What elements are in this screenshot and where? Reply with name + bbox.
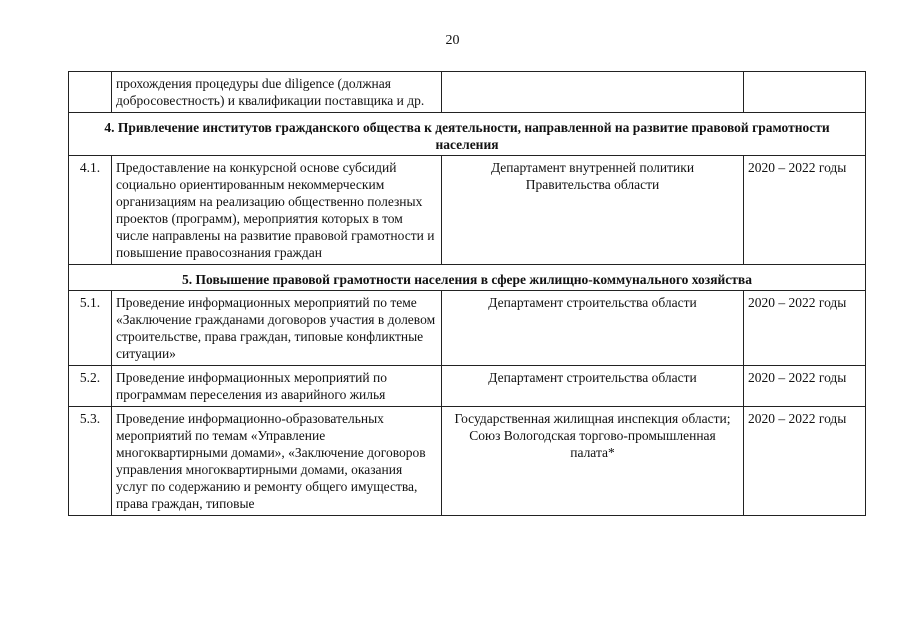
executor-line: Департамент строительства области [488, 370, 697, 385]
table-row [69, 156, 866, 265]
row-number: 5.1. [69, 291, 112, 366]
term-cell: 2020 – 2022 годы [744, 366, 866, 407]
section-title: 5. Повышение правовой грамотности населения в сфере жилищно-коммунального хозяйства [69, 265, 866, 291]
row-number-cell [69, 72, 112, 113]
executor-line: Государственная жилищная инспекция области; [454, 411, 731, 426]
executor-line: Департамент строительства области [488, 295, 697, 310]
event-cell: Предоставление на конкурсной основе субсидий социально ориентированным некоммерческим организациям на реализацию общественно полезных проектов (программ), мероприятия которых в том числе направлены на развитие правовой грамотности и повышение правосознания граждан [112, 156, 442, 265]
executor-line: Департамент внутренней политики [490, 160, 695, 175]
event-cell: Проведение информационных мероприятий по программам переселения из аварийного жилья [112, 366, 442, 407]
table-row [69, 291, 866, 366]
section-title: 4. Привлечение институтов гражданского общества к деятельности, направленной на развитие правовой грамотности населения [69, 113, 866, 156]
executor-line: Союз Вологодская торгово-промышленная палата* [469, 428, 716, 460]
measures-table [68, 71, 866, 516]
event-cell: Проведение информационных мероприятий по теме «Заключение гражданами договоров участия в долевом строительстве, права граждан, типовые конфликтные ситуации» [112, 291, 442, 366]
term-cell [744, 72, 866, 113]
section-header-5 [69, 265, 866, 291]
executor-line: Правительства области [525, 177, 660, 192]
executor-cell [442, 291, 744, 366]
event-cell: Проведение информационно-образовательных мероприятий по темам «Управление многоквартирными домами», «Заключение договоров управления многоквартирными домами, оказания услуг по содержанию и ремонту общего имущества, права граждан, типовые [112, 407, 442, 516]
page-number: 20 [445, 33, 460, 48]
term-cell: 2020 – 2022 годы [744, 291, 866, 366]
executor-cell [442, 366, 744, 407]
table-row-continuation [69, 72, 866, 113]
term-cell: 2020 – 2022 годы [744, 156, 866, 265]
term-cell: 2020 – 2022 годы [744, 407, 866, 516]
event-cell: прохождения процедуры due diligence (должная добросовестность) и квалификации поставщика и др. [112, 72, 442, 113]
row-number: 5.2. [69, 366, 112, 407]
executor-cell [442, 407, 744, 516]
row-number: 5.3. [69, 407, 112, 516]
section-header-4 [69, 113, 866, 156]
row-number: 4.1. [69, 156, 112, 265]
table-row [69, 407, 866, 516]
executor-cell [442, 156, 744, 265]
table-row [69, 366, 866, 407]
executor-cell [442, 72, 744, 113]
